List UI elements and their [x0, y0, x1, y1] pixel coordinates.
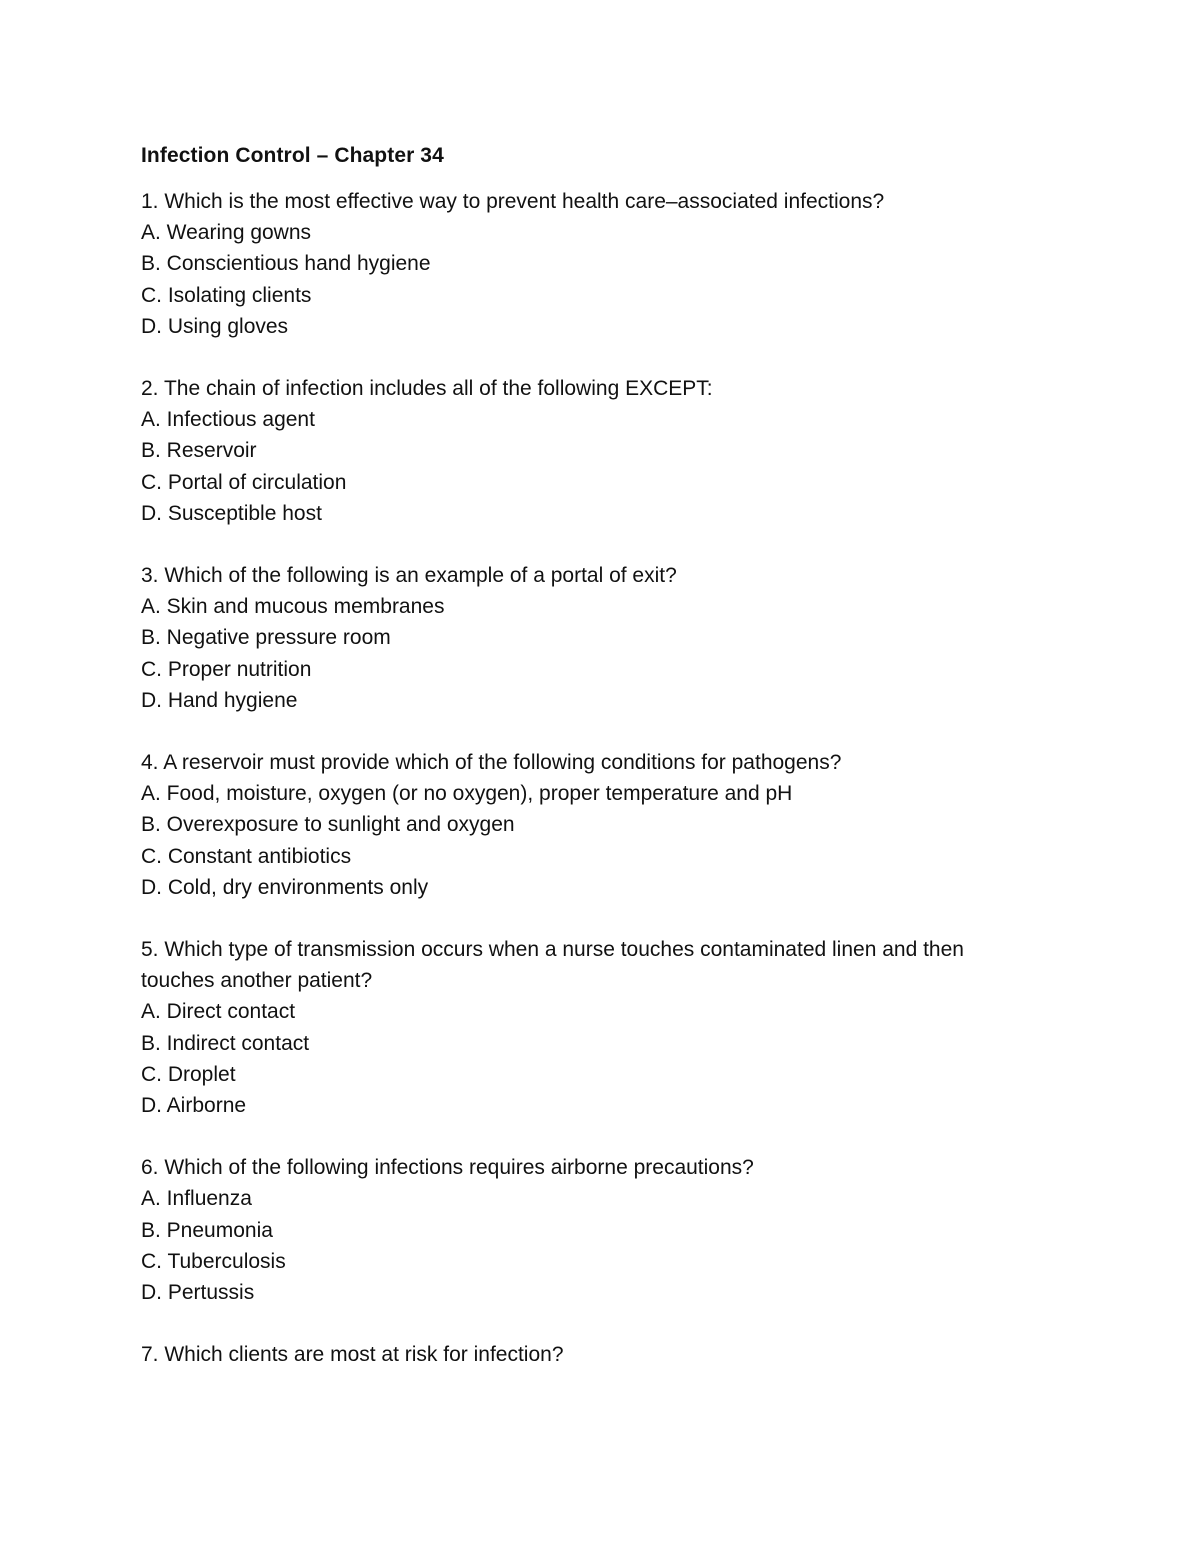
option-d: D. Cold, dry environments only — [141, 875, 429, 899]
question-text: 7. Which clients are most at risk for infection? — [141, 1343, 564, 1367]
option-b: B. Pneumonia — [141, 1218, 273, 1242]
option-b: B. Negative pressure room — [141, 626, 391, 650]
option-c: C. Tuberculosis — [141, 1249, 286, 1273]
option-d: D. Hand hygiene — [141, 688, 298, 712]
question-text: 2. The chain of infection includes all of the following EXCEPT: — [141, 377, 713, 401]
option-b: B. Indirect contact — [141, 1031, 310, 1055]
question-7 — [141, 1339, 1101, 1370]
option-d: D. Susceptible host — [141, 501, 322, 525]
option-a: A. Influenza — [141, 1187, 252, 1211]
option-a: A. Wearing gowns — [141, 221, 312, 245]
option-c: C. Isolating clients — [141, 283, 312, 307]
option-a: A. Infectious agent — [141, 408, 315, 432]
question-text: 5. Which type of transmission occurs when a nurse touches contaminated linen and then touches another patient? — [141, 938, 970, 993]
option-b: B. Conscientious hand hygiene — [141, 252, 431, 276]
question-text: 3. Which of the following is an example of a portal of exit? — [141, 564, 677, 588]
question-3 — [141, 560, 1101, 716]
option-a: A. Skin and mucous membranes — [141, 595, 445, 619]
option-b: B. Reservoir — [141, 439, 257, 463]
question-5 — [141, 934, 1101, 1121]
option-c: C. Proper nutrition — [141, 657, 312, 681]
option-c: C. Droplet — [141, 1062, 236, 1086]
question-text: 6. Which of the following infections requires airborne precautions? — [141, 1156, 754, 1180]
document-title: Infection Control – Chapter 34 — [141, 144, 444, 167]
question-1 — [141, 186, 1101, 342]
option-a: A. Food, moisture, oxygen (or no oxygen), proper temperature and pH — [141, 782, 793, 806]
document-page — [141, 140, 1101, 1402]
option-d: D. Pertussis — [141, 1281, 255, 1305]
question-6 — [141, 1152, 1101, 1308]
option-d: D. Using gloves — [141, 314, 289, 338]
option-c: C. Constant antibiotics — [141, 844, 352, 868]
option-c: C. Portal of circulation — [141, 470, 347, 494]
question-2 — [141, 373, 1101, 529]
question-4 — [141, 747, 1101, 903]
option-b: B. Overexposure to sunlight and oxygen — [141, 813, 515, 837]
question-text: 1. Which is the most effective way to prevent health care–associated infections? — [141, 190, 885, 213]
option-d: D. Airborne — [141, 1094, 247, 1118]
question-text: 4. A reservoir must provide which of the following conditions for pathogens? — [141, 751, 842, 775]
option-a: A. Direct contact — [141, 1000, 296, 1024]
